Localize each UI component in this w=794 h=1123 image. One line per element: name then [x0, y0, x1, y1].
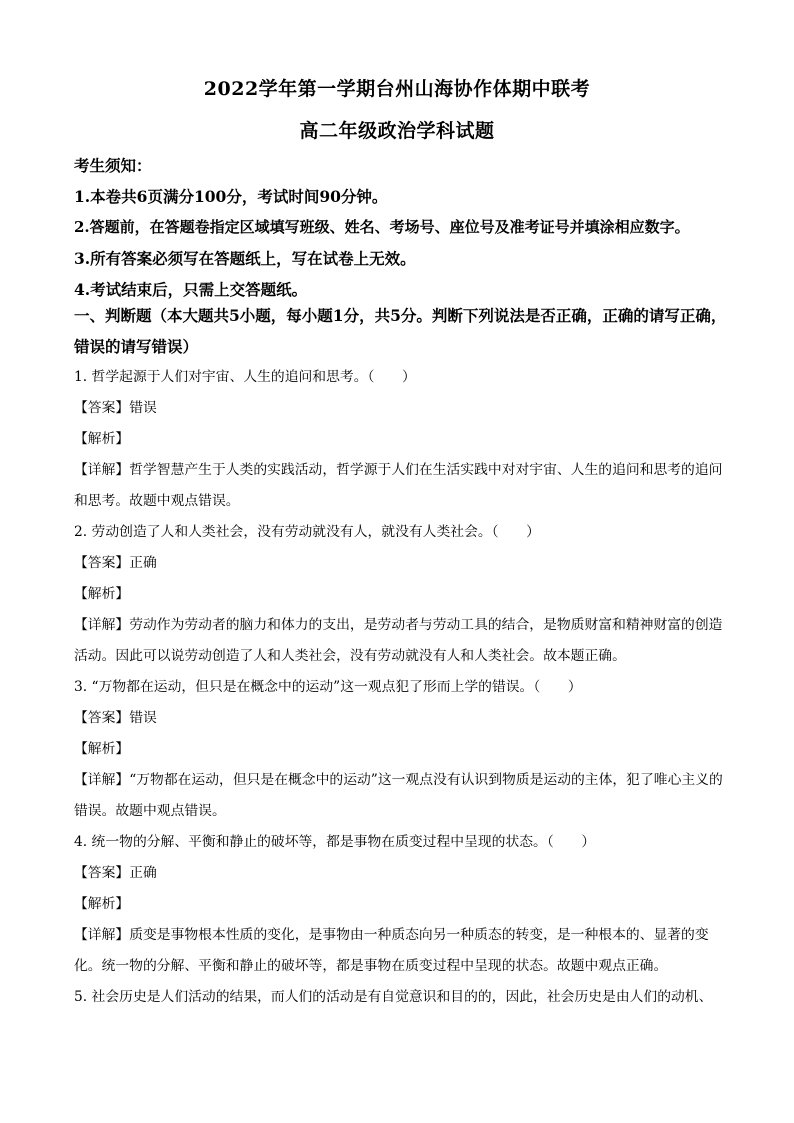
detail-label: 【详解】 [74, 462, 130, 478]
exam-subtitle: 高二年级政治学科试题 [299, 120, 495, 142]
answer-label: 【答案】 [74, 710, 130, 726]
section-heading: 一、判断题（本大题共5小题，每小题1分，共5分。判断下列说法是否正确，正确的请写正确，错误的请写错误） [74, 306, 727, 356]
detail-text: 哲学智慧产生于人类的实践活动，哲学源于人们在生活实践中对对宇宙、人生的追问和思考的追问和思考。故题中观点错误。 [74, 462, 723, 509]
analysis-label: 【解析】 [74, 431, 130, 447]
detail-label: 【详解】 [74, 772, 130, 788]
answer-row [74, 858, 724, 889]
answer-value: 正确 [129, 555, 157, 571]
question-text: 4. 统一物的分解、平衡和静止的破坏等，都是事物在质变过程中呈现的状态。（ ） [74, 834, 596, 850]
detail-row [74, 920, 724, 982]
analysis-label: 【解析】 [74, 586, 130, 602]
question-list [74, 362, 724, 1013]
answer-value: 错误 [129, 400, 157, 416]
detail-label: 【详解】 [74, 617, 130, 633]
instruction-item: 1.本卷共6页满分100分，考试时间90分钟。 [74, 187, 388, 206]
question-text: 2. 劳动创造了人和人类社会，没有劳动就没有人，就没有人类社会。（ ） [74, 524, 540, 540]
instruction-item: 4.考试结束后，只需上交答题纸。 [74, 280, 308, 299]
question-text: 1. 哲学起源于人们对宇宙、人生的追问和思考。（ ） [74, 369, 416, 385]
candidate-instructions [74, 150, 734, 305]
analysis-label: 【解析】 [74, 896, 130, 912]
detail-row [74, 610, 724, 672]
exam-title: 2022学年第一学期台州山海协作体期中联考 [203, 78, 591, 100]
detail-text: “万物都在运动，但只是在概念中的运动”这一观点没有认识到物质是运动的主体，犯了唯心主义的错误。故题中观点错误。 [74, 772, 723, 819]
answer-value: 正确 [129, 865, 157, 881]
detail-label: 【详解】 [74, 927, 130, 943]
answer-label: 【答案】 [74, 400, 130, 416]
answer-row [74, 703, 724, 734]
answer-value: 错误 [129, 710, 157, 726]
answer-row [74, 393, 724, 424]
instruction-item: 2.答题前，在答题卷指定区域填写班级、姓名、考场号、座位号及准考证号并填涂相应数字。 [74, 218, 690, 236]
question-text: 3. “万物都在运动，但只是在概念中的运动”这一观点犯了形而上学的错误。（ ） [74, 679, 582, 695]
answer-label: 【答案】 [74, 865, 130, 881]
question-text: 5. 社会历史是人们活动的结果，而人们的活动是有自觉意识和目的的，因此，社会历史是由人们的动机、 [74, 989, 713, 1005]
detail-text: 劳动作为劳动者的脑力和体力的支出，是劳动者与劳动工具的结合，是物质财富和精神财富的创造活动。因此可以说劳动创造了人和人类社会，没有劳动就没有人和人类社会。故本题正确。 [74, 617, 723, 664]
answer-row [74, 548, 724, 579]
answer-label: 【答案】 [74, 555, 130, 571]
analysis-label: 【解析】 [74, 741, 130, 757]
detail-row [74, 455, 724, 517]
instruction-item: 3.所有答案必须写在答题纸上，写在试卷上无效。 [74, 249, 416, 268]
instructions-heading: 考生须知： [74, 156, 152, 175]
detail-text: 质变是事物根本性质的变化，是事物由一种质态向另一种质态的转变，是一种根本的、显著的变化。统一物的分解、平衡和静止的破坏等，都是事物在质变过程中呈现的状态。故题中观点正确。 [74, 927, 709, 974]
detail-row [74, 765, 724, 827]
